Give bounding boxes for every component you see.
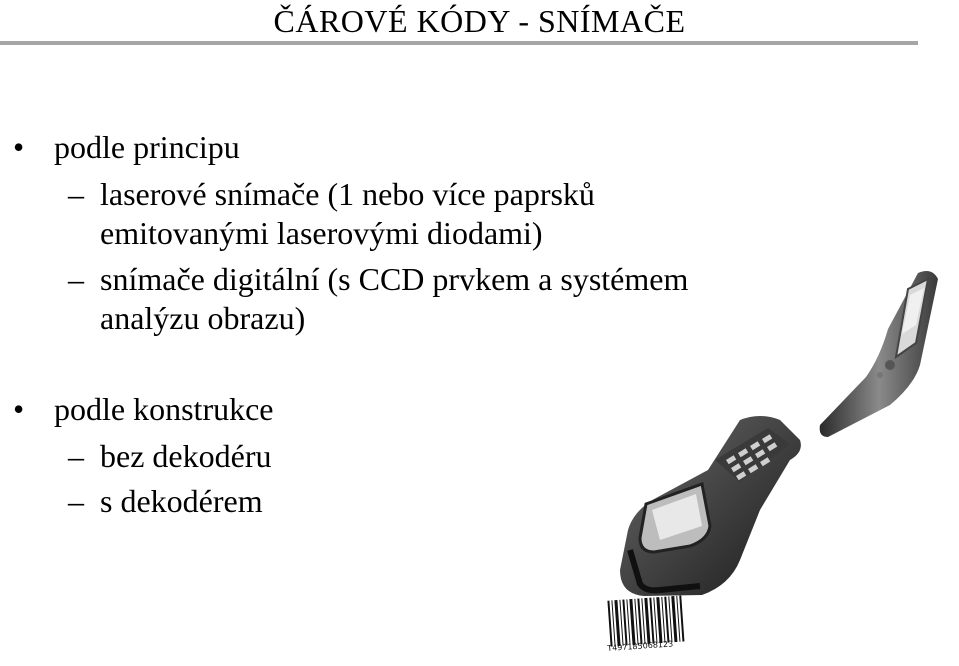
dash-marker: –	[68, 176, 84, 212]
section-heading-principle: podle principu	[54, 129, 240, 165]
slide-title: ČÁROVÉ KÓDY - SNÍMAČE	[273, 3, 686, 39]
dash-marker: –	[68, 483, 84, 519]
list-item-digital-line1: snímače digitální (s CCD prvkem a systémem	[100, 261, 689, 297]
list-item-laser-line1: laserové snímače (1 nebo více paprsků	[100, 176, 595, 212]
barcode-image	[607, 592, 687, 666]
barcode-number: T497185068123	[607, 639, 674, 653]
title-underline	[0, 41, 918, 45]
list-item-digital-line2: analýzu obrazu)	[100, 300, 306, 336]
bullet-marker: •	[13, 391, 25, 427]
dash-marker: –	[68, 438, 84, 474]
list-item-no-decoder: bez dekodéru	[100, 438, 272, 474]
dash-marker: –	[68, 261, 84, 297]
bullet-marker: •	[13, 129, 25, 165]
pen-scanner-image	[810, 265, 959, 440]
section-heading-construction: podle konstrukce	[54, 391, 274, 427]
handheld-terminal-image	[590, 400, 830, 600]
list-item-with-decoder: s dekodérem	[100, 483, 263, 519]
list-item-laser-line2: emitovanými laserovými diodami)	[100, 215, 543, 251]
